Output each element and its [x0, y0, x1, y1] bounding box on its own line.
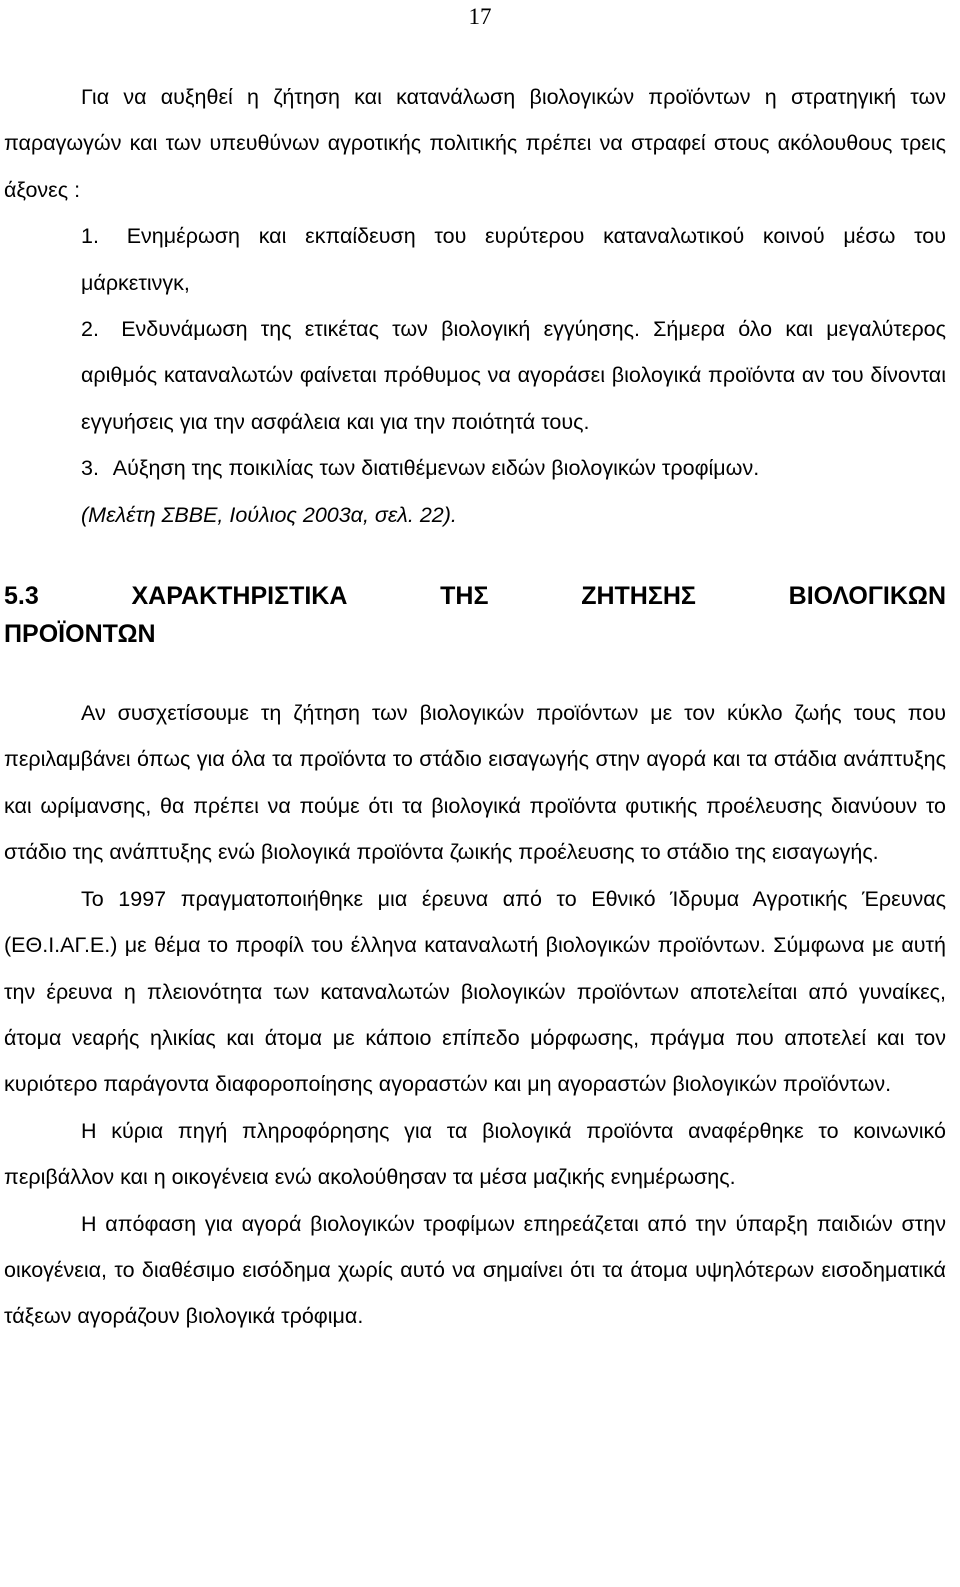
list-item-number: 2. [81, 317, 99, 342]
list-item-text: Αύξηση της ποικιλίας των διατιθέμενων ειδών βιολογικών τροφίμων. [112, 456, 760, 481]
body-paragraph: Το 1997 πραγματοποιήθηκε μια έρευνα από το Εθνικό Ίδρυμα Αγροτικής Έρευνας (ΕΘ.Ι.ΑΓ.Ε.) με θέμα το προφίλ του έλληνα καταναλωτή βιολογικών προϊόντων. Σύμφωνα με αυτή την έρευνα η πλειονότητα των καταναλωτών βιολογικών προϊόντων αποτελείται από γυναίκες, άτομα νεαρής ηλικίας και άτομα με κάποιο επίπεδο μόρφωσης, πράγμα που αποτελεί και τον κυριότερο παράγοντα διαφοροποίησης αγοραστών και μη αγοραστών βιολογικών προϊόντων. [4, 886, 946, 1097]
list-item-text: Ενημέρωση και εκπαίδευση του ευρύτερου καταναλωτικού κοινού μέσω του μάρκετινγκ, [81, 224, 946, 295]
strategy-axes-list [4, 213, 946, 491]
section-heading [4, 577, 946, 653]
list-item [4, 445, 946, 491]
page-body [4, 74, 946, 1340]
list-item-number: 3. [81, 456, 99, 481]
body-paragraph: Η κύρια πηγή πληροφόρησης για τα βιολογικά προϊόντα αναφέρθηκε το κοινωνικό περιβάλλον και η οικογένεια ενώ ακολούθησαν τα μέσα μαζικής ενημέρωσης. [4, 1118, 946, 1190]
section-heading-line1: 5.3 ΧΑΡΑΚΤΗΡΙΣΤΙΚΑ ΤΗΣ ΖΗΤΗΣΗΣ ΒΙΟΛΟΓΙΚΩΝ [4, 582, 946, 611]
intro-paragraph: Για να αυξηθεί η ζήτηση και κατανάλωση βιολογικών προϊόντων η στρατηγική των παραγωγών και των υπευθύνων αγροτικής πολιτικής πρέπει να στραφεί στους ακόλουθους τρεις άξονες : [4, 85, 946, 202]
citation: (Μελέτη ΣΒΒΕ, Ιούλιος 2003α, σελ. 22). [81, 502, 457, 527]
list-item-number: 1. [81, 224, 99, 249]
list-item [4, 306, 946, 445]
body-paragraph: Η απόφαση για αγορά βιολογικών τροφίμων επηρεάζεται από την ύπαρξη παιδιών στην οικογένεια, το διαθέσιμο εισόδημα χωρίς αυτό να σημαίνει ότι τα άτομα υψηλότερων εισοδηματικά τάξεων αγοράζουν βιολογικά τρόφιμα. [4, 1211, 946, 1329]
page-number: 17 [468, 4, 492, 29]
body-paragraph: Αν συσχετίσουμε τη ζήτηση των βιολογικών προϊόντων με τον κύκλο ζωής τους που περιλαμβάνει όπως για όλα τα προϊόντα το στάδιο εισαγωγής στην αγορά και τα στάδια ανάπτυξης και ωρίμανσης, θα πρέπει να πούμε ότι τα βιολογικά προϊόντα φυτικής προέλευσης διανύουν το στάδιο της ανάπτυξης ενώ βιολογικά προϊόντα ζωικής προέλευσης το στάδιο της εισαγωγής. [4, 701, 946, 865]
section-heading-line2: ΠΡΟΪΟΝΤΩΝ [4, 620, 156, 649]
list-item [4, 213, 946, 306]
list-item-text: Ενδυνάμωση της ετικέτας των βιολογική εγγύησης. Σήμερα όλο και μεγαλύτερος αριθμός καταναλωτών φαίνεται πρόθυμος να αγοράσει βιολογικά προϊόντα αν του δίνονται εγγυήσεις για την ασφάλεια και για την ποιότητά τους. [81, 317, 946, 434]
